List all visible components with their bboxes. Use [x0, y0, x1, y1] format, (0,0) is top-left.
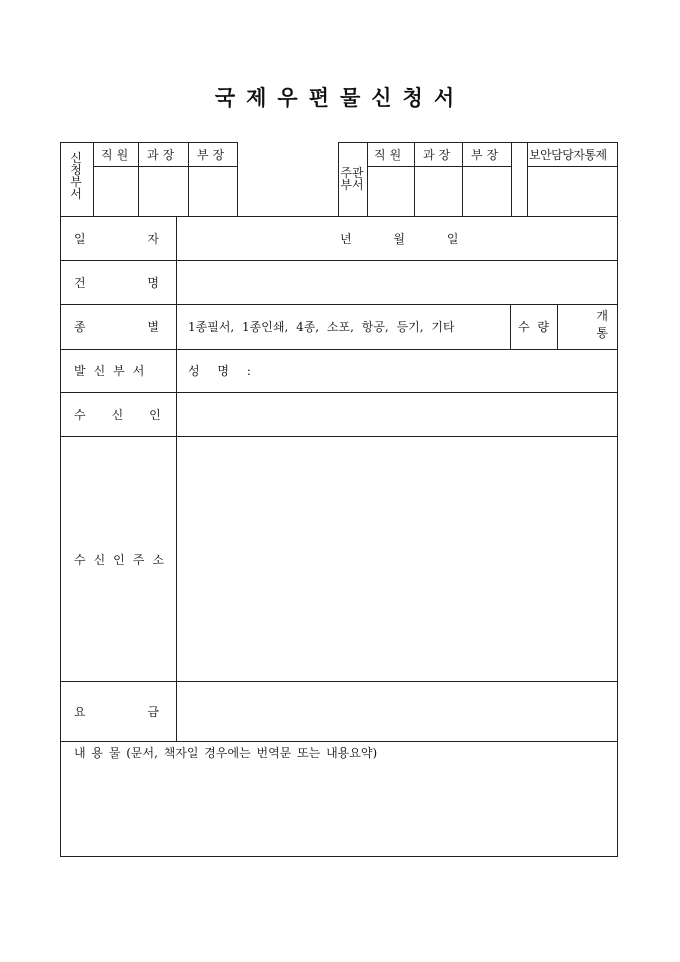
contents-label: 내 용 물 (문서, 책자일 경우에는 번역문 또는 내용요약): [74, 746, 378, 760]
managing-chief-label: 과장: [423, 148, 455, 162]
applying-staff-sign-box[interactable]: [94, 167, 138, 216]
managing-staff-label: 직원: [374, 148, 406, 162]
applying-head-label: 부장: [197, 148, 229, 162]
security-sign-box[interactable]: [528, 167, 617, 216]
managing-chief-sign-box[interactable]: [415, 167, 462, 216]
quantity-label: 수 량: [518, 320, 549, 334]
managing-staff-sign-box[interactable]: [368, 167, 414, 216]
applying-chief-label: 과장: [147, 148, 179, 162]
address-label: 수신인주소: [74, 553, 172, 567]
sender-label: 발신부서: [74, 364, 153, 378]
subject-field[interactable]: [177, 261, 617, 304]
date-label-text: 일 자: [74, 232, 159, 246]
sender-name-label[interactable]: 성 명 :: [188, 364, 251, 378]
managing-head-sign-box[interactable]: [463, 167, 511, 216]
contents-field[interactable]: [61, 762, 617, 856]
date-label: [74, 232, 162, 246]
applying-head-sign-box[interactable]: [189, 167, 237, 216]
quantity-units[interactable]: 개 통: [596, 309, 608, 340]
managing-dept-label: [339, 167, 367, 191]
recipient-label: 수신인: [74, 408, 187, 422]
fee-label: 요 금: [74, 705, 159, 719]
form-title: 국제우편물신청서: [214, 85, 466, 110]
date-value[interactable]: 년 월 일: [340, 232, 459, 246]
type-options[interactable]: 1종필서, 1종인쇄, 4종, 소포, 항공, 등기, 기타: [188, 320, 455, 334]
recipient-field[interactable]: [177, 393, 617, 436]
applying-chief-sign-box[interactable]: [139, 167, 188, 216]
managing-dept-text: 주관부서: [340, 166, 364, 192]
security-officer-label: 보안담당자통제: [529, 148, 607, 162]
address-field[interactable]: [177, 437, 617, 681]
type-label: 종 별: [74, 320, 159, 334]
fee-field[interactable]: [177, 682, 617, 741]
managing-head-label: 부장: [471, 148, 503, 162]
applying-staff-label: 직원: [101, 148, 133, 162]
applying-dept-label: 신청부서: [70, 151, 82, 201]
subject-label: 건 명: [74, 276, 159, 290]
